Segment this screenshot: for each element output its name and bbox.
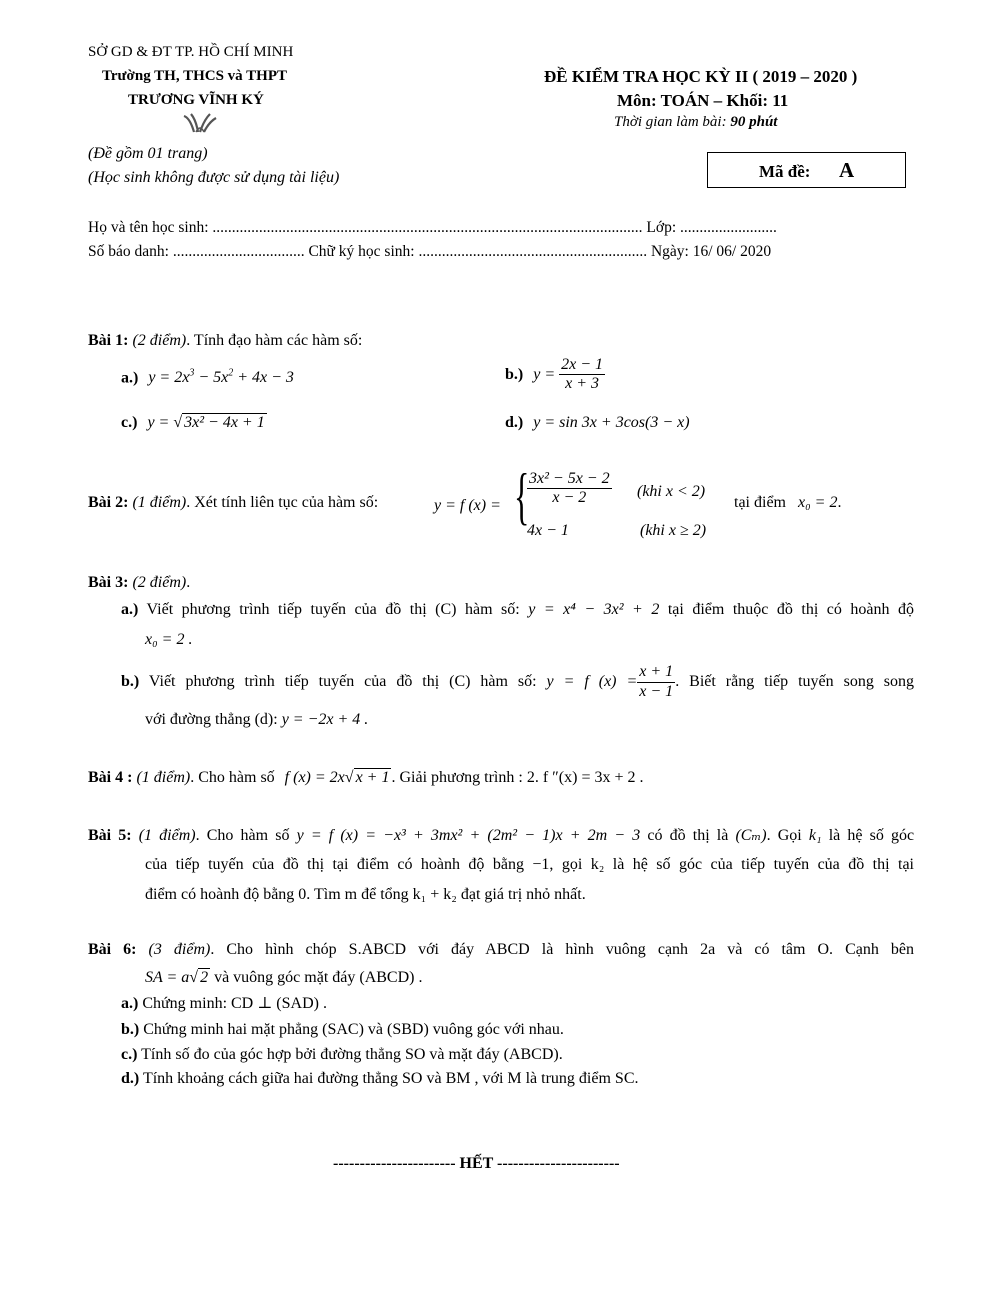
bai5-line2: của tiếp tuyến của đồ thị tại điểm có hoành độ bằng −1, gọi k₂ là hệ số góc của tiếp tuyến của đồ thị tại xyxy=(145,856,914,873)
bai2-points: (1 điểm) xyxy=(132,494,187,511)
bai4-text2: . Giải phương trình : 2. f ″(x) = 3x + 2 . xyxy=(391,769,644,786)
student-id-label: Số báo danh: xyxy=(88,243,173,260)
bai6-sa-radicand: 2 xyxy=(200,969,209,986)
end-marker xyxy=(333,1155,620,1173)
department-name: SỞ GD & ĐT TP. HỒ CHÍ MINH xyxy=(88,44,294,60)
bai6-c-label: c.) xyxy=(121,1046,138,1063)
bai2-text: . Xét tính liên tục của hàm số: xyxy=(186,494,379,511)
bai3-b-numerator: x + 1 xyxy=(637,663,675,682)
bai5-text3: . Gọi xyxy=(766,827,802,844)
bai3-b-label: b.) xyxy=(121,673,140,690)
bai1-b-label: b.) xyxy=(505,365,524,383)
bai3-a-text1: Viết phương trình tiếp tuyến của đồ thị (C) hàm số: xyxy=(146,601,520,618)
bai3-b-lhs: y = f (x) = xyxy=(546,673,638,690)
bai6-item-c xyxy=(121,1046,563,1064)
exam-time xyxy=(614,114,777,131)
school-name-line2: TRƯƠNG VĨNH KÝ xyxy=(128,92,264,108)
bai5-text2: có đồ thị là xyxy=(647,827,729,844)
date-label: Ngày: xyxy=(647,243,693,260)
bai1-c-radicand: 3x² − 4x + 1 xyxy=(184,414,265,431)
student-id-field[interactable]: .................................. xyxy=(172,243,305,260)
bai3-a-text2: tại điểm thuộc đồ thị có hoành độ xyxy=(667,601,915,618)
bai1-b-fraction xyxy=(559,356,605,394)
student-name-field[interactable]: ............................................................................................................... xyxy=(212,219,643,236)
bai6-a-label: a.) xyxy=(121,995,139,1012)
end-dashes-right: ----------------------- xyxy=(493,1155,620,1172)
bai6-d-text: Tính khoảng cách giữa hai đường thẳng SO và BM , với M là trung điểm SC. xyxy=(142,1070,639,1087)
exam-time-label: Thời gian làm bài: xyxy=(614,114,731,130)
school-name-line1: Trường TH, THCS và THPT xyxy=(102,68,287,84)
bai4-text1: . Cho hàm số xyxy=(190,769,275,786)
bai5-text4: là hệ số góc xyxy=(828,827,915,844)
bai1-b-denominator: x + 3 xyxy=(565,375,600,393)
bai3-b-text2: . Biết rằng tiếp tuyến song song xyxy=(675,673,915,690)
date-value: 16/ 06/ 2020 xyxy=(692,243,772,260)
bai3-b-text3: với đường thẳng (d): xyxy=(145,711,278,728)
bai2-case1-fraction xyxy=(527,470,612,508)
bai5-line3: điểm có hoành độ bằng 0. Tìm m để tổng k₁ + k₂ đạt giá trị nhỏ nhất. xyxy=(145,886,586,903)
bai2-point: x₀ = 2 xyxy=(797,494,838,511)
bai6-line2: SA = a√ 2 và vuông góc mặt đáy (ABCD) . xyxy=(145,969,423,986)
bai3-a-line1 xyxy=(121,601,914,619)
bai6-a-text: Chứng minh: CD ⊥ (SAD) . xyxy=(142,995,327,1012)
bai5-line1 xyxy=(88,825,914,845)
bai3-title: Bài 3: xyxy=(88,574,129,591)
class-label: Lớp: xyxy=(642,219,681,236)
bai3-b-text1: Viết phương trình tiếp tuyến của đồ thị (C) hàm số: xyxy=(148,673,537,690)
bai2-case1 xyxy=(527,470,612,508)
bai6-text2: và vuông góc mặt đáy (ABCD) . xyxy=(210,969,423,986)
exam-code-box xyxy=(707,152,906,188)
bai1-a-formula: $y = 2x^3 - 5x^2 + 4x - 3$ xyxy=(148,368,294,387)
signature-label: Chữ ký học sinh: xyxy=(304,243,419,260)
exam-code-value: A xyxy=(839,158,855,182)
bai3-b-line2 xyxy=(145,711,368,729)
bai2-tail-text: tại điểm xyxy=(734,494,786,511)
exam-subject: Môn: TOÁN – Khối: 11 xyxy=(617,91,789,110)
bai4-line: Bài 4 : (1 điểm). Cho hàm số f (x) = 2x√ x + 1 . Giải phương trình : 2. f ″(x) = 3x + 2 . xyxy=(88,769,644,786)
bai3-points: (2 điểm) xyxy=(132,574,187,591)
bai6-sa-lhs: SA = a xyxy=(145,969,190,986)
bai1-title: Bài 1: xyxy=(88,332,129,349)
bai2-brace: { xyxy=(514,460,530,531)
bai3-heading: Bài 3: (2 điểm). xyxy=(88,574,191,591)
bai3-a-func: y = x⁴ − 3x² + 2 xyxy=(528,601,660,618)
bai2-tail: tại điểm x₀ = 2. xyxy=(734,494,842,511)
student-id-row xyxy=(88,243,771,261)
bai6-points: (3 điểm) xyxy=(148,941,211,958)
bai1-c-lhs: y = √ xyxy=(147,414,183,431)
rules-note: (Học sinh không được sử dụng tài liệu) xyxy=(88,169,340,186)
bai4-func: f (x) = 2x xyxy=(284,769,345,786)
bai2-case1-numerator: 3x² − 5x − 2 xyxy=(527,470,612,489)
bai3-a-point: x₀ = 2 . xyxy=(145,631,193,648)
exam-code-label: Mã đề: xyxy=(759,162,811,181)
bai3-b-line: y = −2x + 4 . xyxy=(281,711,369,728)
bai2-title: Bài 2: xyxy=(88,494,129,511)
bai6-item-a xyxy=(121,993,327,1013)
bai5-func: y = f (x) = −x³ + 3mx² + (2m² − 1)x + 2m − 3 xyxy=(296,827,641,844)
bai6-item-b xyxy=(121,1021,564,1039)
pages-note: (Đề gồm 01 trang) xyxy=(88,145,208,162)
bai6-item-d xyxy=(121,1070,639,1088)
bai5-points: (1 điểm) xyxy=(138,827,196,844)
bai2-case1-denominator: x − 2 xyxy=(552,489,587,507)
bai2-case2-expr: 4x − 1 xyxy=(527,522,569,539)
end-dashes-left: ----------------------- xyxy=(333,1155,460,1172)
bai1-d-formula: y = sin 3x + 3cos(3 − x) xyxy=(533,414,690,431)
bai2-heading xyxy=(88,494,378,512)
bai5-text1: . Cho hàm số xyxy=(195,827,290,844)
bai6-title: Bài 6: xyxy=(88,941,137,958)
student-name-row xyxy=(88,219,777,237)
bai5-k1: k₁ xyxy=(808,827,822,844)
bai1-c-label: c.) xyxy=(121,414,138,431)
bai4-points: (1 điểm) xyxy=(136,769,191,786)
bai1-b-lhs: y = xyxy=(533,365,556,383)
bai3-b-denominator: x − 1 xyxy=(639,682,674,700)
school-logo-icon xyxy=(182,112,218,134)
end-text: HẾT xyxy=(459,1155,494,1172)
bai1-points: (2 điểm) xyxy=(132,332,187,349)
bai3-a-label: a.) xyxy=(121,601,139,618)
bai5-graph: (Cₘ) xyxy=(735,827,767,844)
bai3-b-fraction xyxy=(637,663,675,701)
bai2-case1-condition: (khi x < 2) xyxy=(637,483,706,500)
bai1-text: . Tính đạo hàm các hàm số: xyxy=(186,332,363,349)
bai3-b-line1 xyxy=(121,660,914,704)
bai6-line1 xyxy=(88,941,914,959)
class-field[interactable]: ......................... xyxy=(680,219,777,236)
bai2-case2-condition: (khi x ≥ 2) xyxy=(640,522,707,539)
bai6-c-text: Tính số đo của góc hợp bởi đường thẳng SO và mặt đáy (ABCD). xyxy=(141,1046,563,1063)
bai4-radicand: x + 1 xyxy=(355,769,390,786)
exam-title: ĐỀ KIỂM TRA HỌC KỲ II ( 2019 – 2020 ) xyxy=(544,67,858,86)
bai6-b-text: Chứng minh hai mặt phẳng (SAC) và (SBD) vuông góc với nhau. xyxy=(143,1021,564,1038)
bai1-b-numerator: 2x − 1 xyxy=(559,356,605,375)
bai1-item-a xyxy=(121,368,294,387)
bai6-text1: . Cho hình chóp S.ABCD với đáy ABCD là hình vuông cạnh 2a và có tâm O. Cạnh bên xyxy=(210,941,915,958)
bai1-item-d xyxy=(505,414,690,432)
bai1-d-label: d.) xyxy=(505,414,524,431)
bai1-heading xyxy=(88,332,362,350)
bai2-func-lhs: y = f (x) = xyxy=(434,497,501,514)
bai5-title: Bài 5: xyxy=(88,827,132,844)
bai1-item-b xyxy=(505,356,605,394)
bai6-d-label: d.) xyxy=(121,1070,140,1087)
bai4-title: Bài 4 : xyxy=(88,769,133,786)
bai1-item-c xyxy=(121,414,267,432)
bai6-b-label: b.) xyxy=(121,1021,140,1038)
student-name-label: Họ và tên học sinh: xyxy=(88,219,213,236)
exam-time-value: 90 phút xyxy=(730,114,778,130)
bai1-a-label: a.) xyxy=(121,369,139,387)
signature-field[interactable]: ........................................................... xyxy=(418,243,648,260)
